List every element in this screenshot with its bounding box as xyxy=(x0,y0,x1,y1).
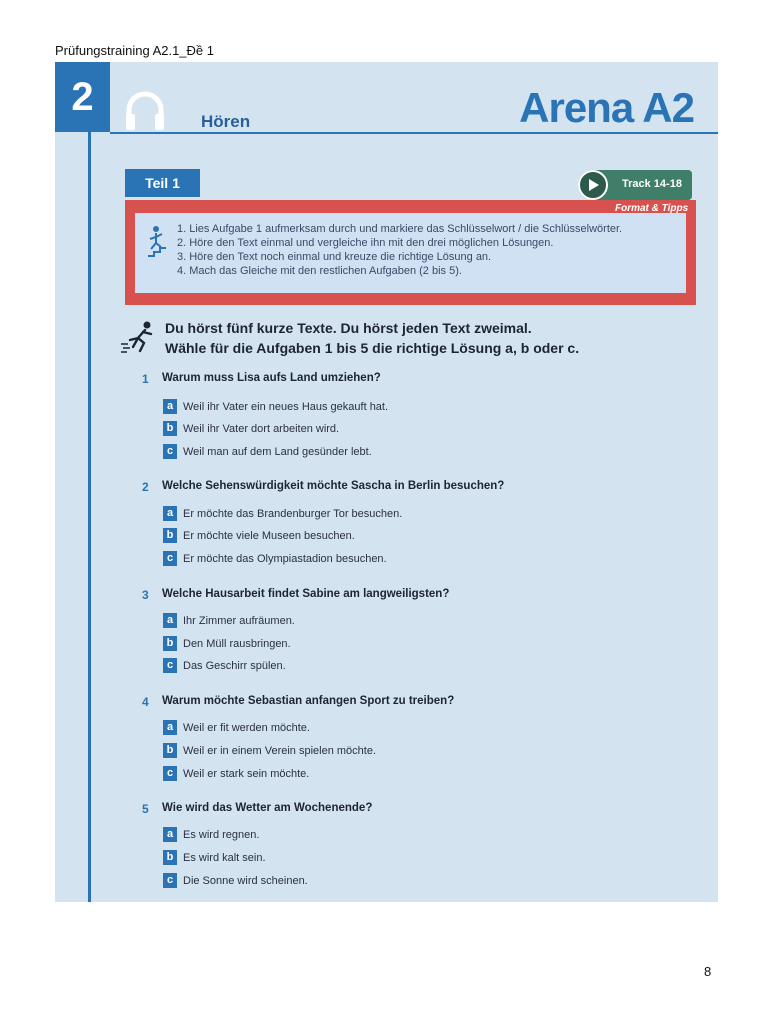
option-a[interactable] xyxy=(163,398,388,415)
option-text: Weil er stark sein möchte. xyxy=(183,767,310,780)
instruction-item: 1. Lies Aufgabe 1 aufmerksam durch und markiere das Schlüsselwort / die Schlüsselwörter. xyxy=(177,223,623,235)
option-letter: c xyxy=(163,551,177,566)
runner-icon xyxy=(120,320,158,354)
question-number: 1 xyxy=(142,372,149,386)
question-number: 2 xyxy=(142,480,149,494)
option-letter: b xyxy=(163,528,177,543)
question-text: Welche Hausarbeit findet Sabine am langweiligsten? xyxy=(162,588,450,600)
option-text: Die Sonne wird scheinen. xyxy=(183,874,308,887)
margin-rule xyxy=(88,132,91,902)
chapter-number: 2 xyxy=(55,62,110,132)
play-icon xyxy=(578,170,608,200)
option-text: Er möchte das Brandenburger Tor besuchen. xyxy=(183,507,403,520)
option-a[interactable] xyxy=(163,826,259,843)
option-b[interactable] xyxy=(163,742,376,759)
option-text: Das Geschirr spülen. xyxy=(183,659,286,672)
format-tipps-label: Format & Tipps xyxy=(615,203,689,214)
option-text: Weil man auf dem Land gesünder lebt. xyxy=(183,445,372,458)
option-c[interactable] xyxy=(163,657,286,674)
track-label: Track 14-18 xyxy=(622,178,682,190)
option-b[interactable] xyxy=(163,849,266,866)
option-letter: a xyxy=(163,399,177,414)
option-text: Weil er in einem Verein spielen möchte. xyxy=(183,744,377,757)
option-letter: b xyxy=(163,421,177,436)
option-text: Den Müll rausbringen. xyxy=(183,637,291,650)
option-letter: a xyxy=(163,827,177,842)
instruction-item: 4. Mach das Gleiche mit den restlichen Aufgaben (2 bis 5). xyxy=(177,265,462,277)
option-c[interactable] xyxy=(163,550,387,567)
task-line: Wähle für die Aufgaben 1 bis 5 die richtige Lösung a, b oder c. xyxy=(165,340,580,356)
option-letter: b xyxy=(163,743,177,758)
question-text: Warum muss Lisa aufs Land umziehen? xyxy=(162,372,381,384)
option-text: Es wird regnen. xyxy=(183,828,260,841)
teil-tab: Teil 1 xyxy=(125,169,200,197)
option-text: Er möchte das Olympiastadion besuchen. xyxy=(183,552,387,565)
option-a[interactable] xyxy=(163,505,402,522)
stairs-climber-icon xyxy=(147,225,169,257)
instruction-box xyxy=(125,200,696,305)
question-number: 4 xyxy=(142,695,149,709)
option-letter: c xyxy=(163,766,177,781)
task-line: Du hörst fünf kurze Texte. Du hörst jeden Text zweimal. xyxy=(165,320,532,336)
option-c[interactable] xyxy=(163,443,372,460)
question-number: 5 xyxy=(142,802,149,816)
option-letter: c xyxy=(163,873,177,888)
option-letter: b xyxy=(163,636,177,651)
option-letter: c xyxy=(163,658,177,673)
option-a[interactable] xyxy=(163,719,310,736)
option-text: Er möchte viele Museen besuchen. xyxy=(183,529,355,542)
option-a[interactable] xyxy=(163,612,295,629)
instruction-item: 3. Höre den Text noch einmal und kreuze die richtige Lösung an. xyxy=(177,251,492,263)
headphones-icon xyxy=(123,88,167,132)
option-text: Weil er fit werden möchte. xyxy=(183,721,310,734)
instruction-item: 2. Höre den Text einmal und vergleiche ihn mit den drei möglichen Lösungen. xyxy=(177,237,554,249)
option-text: Ihr Zimmer aufräumen. xyxy=(183,614,295,627)
option-letter: c xyxy=(163,444,177,459)
task-instruction xyxy=(165,318,579,358)
option-text: Weil ihr Vater ein neues Haus gekauft hat. xyxy=(183,400,389,413)
question-text: Welche Sehenswürdigkeit möchte Sascha in Berlin besuchen? xyxy=(162,480,505,492)
option-b[interactable] xyxy=(163,635,291,652)
option-c[interactable] xyxy=(163,765,309,782)
option-b[interactable] xyxy=(163,527,355,544)
track-badge xyxy=(578,170,692,200)
option-letter: a xyxy=(163,720,177,735)
question-number: 3 xyxy=(142,588,149,602)
textbook-page xyxy=(55,62,718,902)
section-label: Hören xyxy=(201,112,251,131)
option-text: Es wird kalt sein. xyxy=(183,851,266,864)
document-header: Prüfungstraining A2.1_Đề 1 xyxy=(55,43,214,58)
option-c[interactable] xyxy=(163,872,308,889)
page-number: 8 xyxy=(704,964,712,979)
question-text: Warum möchte Sebastian anfangen Sport zu treiben? xyxy=(162,695,455,707)
option-b[interactable] xyxy=(163,420,339,437)
header-rule xyxy=(110,132,718,134)
option-letter: a xyxy=(163,506,177,521)
brand-title: Arena A2 xyxy=(519,84,694,131)
question-text: Wie wird das Wetter am Wochenende? xyxy=(162,802,373,814)
instruction-list xyxy=(177,222,622,278)
option-text: Weil ihr Vater dort arbeiten wird. xyxy=(183,422,340,435)
option-letter: b xyxy=(163,850,177,865)
instruction-panel xyxy=(135,213,686,293)
option-letter: a xyxy=(163,613,177,628)
